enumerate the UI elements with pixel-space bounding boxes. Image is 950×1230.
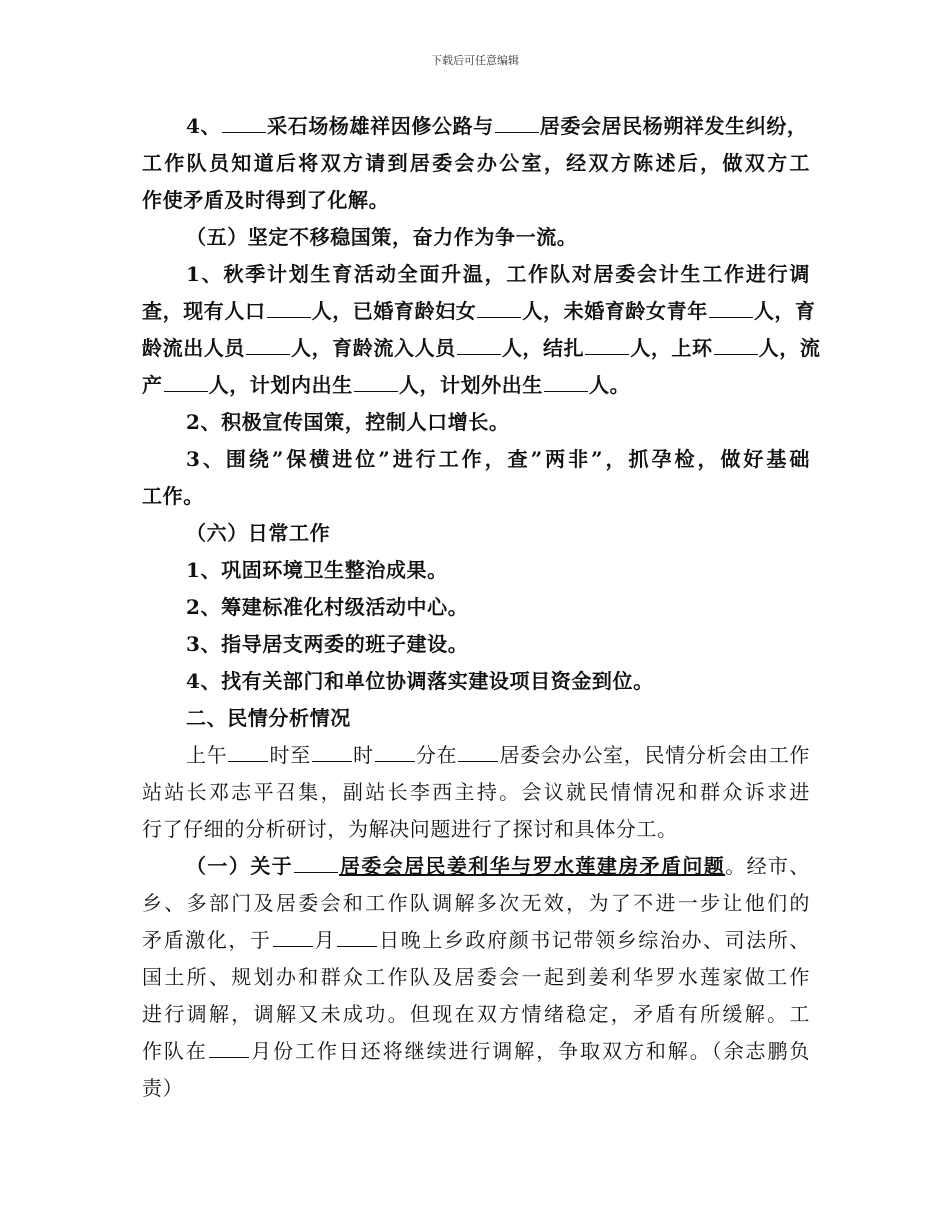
paragraph-line: 工作队员知道后将双方请到居委会办公室，经双方陈述后，做双方工 [142, 151, 810, 175]
paragraph-line [142, 848, 810, 885]
text: 居委会办公室，民情分析会由工作 [499, 743, 811, 767]
paragraph-line [142, 922, 810, 959]
blank [337, 928, 377, 947]
list-item: 2、筹建标准化村级活动中心。 [186, 595, 469, 619]
blank [458, 743, 498, 762]
text: 查，现有人口 [142, 299, 266, 323]
text: 。经市、 [725, 854, 811, 878]
text: 分在 [415, 743, 458, 767]
paragraph-line: 站站长邓志平召集，副站长李西主持。会议就民情情况和群众诉求进 [142, 780, 810, 804]
text: 人，上环 [630, 336, 713, 360]
blank [375, 743, 415, 762]
text: 采石场杨雄祥因修公路与 [267, 114, 494, 138]
text: 产 [142, 373, 163, 397]
blank [714, 336, 758, 355]
text: 作队在 [142, 1039, 208, 1063]
text: 矛盾激化，于 [142, 928, 272, 952]
text: （一）关于 [186, 854, 294, 878]
blank [495, 114, 539, 133]
paragraph-line: 进行调解，调解又未成功。但现在双方情绪稳定，矛盾有所缓解。工 [142, 1002, 810, 1026]
text: 人，计划外出生 [398, 373, 544, 397]
blank [709, 299, 753, 318]
text: 人，流 [758, 336, 821, 360]
paragraph-line: 3、围绕”保横进位”进行工作，查”两非”，抓孕检，做好基础 [186, 447, 810, 471]
paragraph-line [142, 108, 810, 145]
text: 人，计划内出生 [208, 373, 353, 397]
paragraph-line [142, 1033, 810, 1070]
blank [222, 114, 266, 133]
text: 人，育 [753, 299, 816, 323]
blank [354, 373, 398, 392]
document-body [142, 108, 821, 1107]
blank [164, 373, 208, 392]
text: 龄流出人员 [142, 336, 245, 360]
blank [585, 336, 629, 355]
paragraph-line [142, 330, 821, 367]
list-item: 1、巩固环境卫生整治成果。 [186, 558, 448, 582]
section-heading: 二、民情分析情况 [186, 706, 351, 730]
paragraph-line: 乡、多部门及居委会和工作队调解多次无效，为了不进一步让他们的 [142, 891, 810, 915]
paragraph-line: 行了仔细的分析研讨，为解决问题进行了探讨和具体分工。 [142, 817, 678, 841]
text: 居委会居民杨朔祥发生纠纷， [539, 114, 808, 138]
blank [209, 1039, 249, 1058]
text: 人，已婚育龄妇女 [311, 299, 477, 323]
text: 4、 [186, 114, 222, 138]
blank [544, 373, 588, 392]
text: 月份工作日还将继续进行调解，争取双方和解。（余志鹏负 [249, 1039, 810, 1063]
text: 月 [313, 928, 337, 952]
paragraph-line: 国土所、规划办和群众工作队及居委会一起到姜利华罗水莲家做工作 [142, 965, 810, 989]
text: 日晚上乡政府颜书记带领乡综治办、司法所、 [378, 928, 810, 952]
list-item: 4、找有关部门和单位协调落实建设项目资金到位。 [186, 669, 654, 693]
blank [228, 743, 268, 762]
paragraph-line [142, 367, 810, 404]
paragraph-line: 2、积极宣传国策，控制人口增长。 [186, 410, 510, 434]
blank [457, 336, 501, 355]
text: 人，育龄流入人员 [291, 336, 456, 360]
text: 时至 [269, 743, 311, 767]
paragraph-line: 责） [142, 1076, 184, 1100]
section-heading: （六）日常工作 [186, 521, 331, 545]
blank [312, 743, 352, 762]
paragraph-line: 作使矛盾及时得到了化解。 [142, 188, 390, 212]
text: 时 [352, 743, 374, 767]
paragraph-line: 工作。 [142, 484, 204, 508]
text: 人，结扎 [501, 336, 585, 360]
blank [294, 854, 338, 873]
issue-title: 居委会居民姜利华与罗水莲建房矛盾问题 [339, 854, 726, 878]
blank [246, 336, 290, 355]
section-heading: （五）坚定不移稳国策，奋力作为争一流。 [186, 225, 578, 249]
list-item: 3、指导居支两委的班子建设。 [186, 632, 469, 656]
paragraph-line [142, 293, 816, 330]
paragraph-line: 1、秋季计划生育活动全面升温，工作队对居委会计生工作进行调 [186, 262, 810, 286]
text: 人，未婚育龄女青年 [522, 299, 708, 323]
text: 上午 [186, 743, 228, 767]
blank [267, 299, 311, 318]
page-header: 下载后可任意编辑 [431, 54, 519, 67]
text: 人。 [589, 373, 631, 397]
blank [273, 928, 313, 947]
paragraph-line [142, 737, 810, 774]
blank [477, 299, 521, 318]
